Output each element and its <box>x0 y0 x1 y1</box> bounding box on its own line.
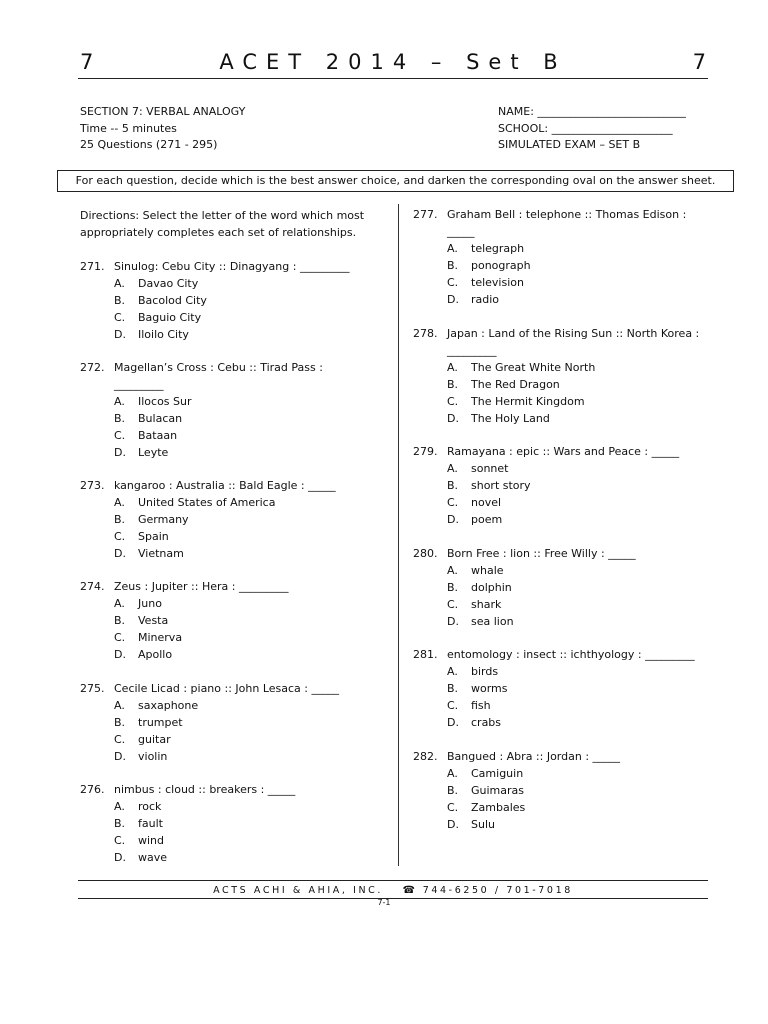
answer-option <box>80 731 339 748</box>
answer-option <box>413 494 679 511</box>
answer-option <box>80 595 288 612</box>
student-info <box>498 104 686 154</box>
question-number: 271. <box>80 260 105 273</box>
answer-option <box>413 765 620 782</box>
company-name: ACTS ACHI & AHIA, INC. <box>213 885 384 896</box>
answer-option <box>413 291 686 308</box>
question-stem <box>413 748 620 765</box>
option-letter: D. <box>114 750 126 763</box>
answer-option <box>80 815 295 832</box>
question-number: 274. <box>80 580 105 593</box>
question-number: 281. <box>413 648 438 661</box>
option-text: violin <box>138 750 168 763</box>
question-276 <box>80 781 295 866</box>
question-text: kangaroo : Australia :: Bald Eagle : _____ <box>114 479 336 492</box>
option-letter: D. <box>114 851 126 864</box>
answer-option <box>413 511 679 528</box>
answer-option <box>80 798 295 815</box>
option-letter: C. <box>447 801 459 814</box>
question-273 <box>80 477 336 562</box>
question-stem <box>413 545 636 562</box>
option-letter: C. <box>447 496 459 509</box>
option-text: television <box>471 276 524 289</box>
question-number: 278. <box>413 327 438 340</box>
question-stem <box>80 359 323 376</box>
option-text: whale <box>471 564 504 577</box>
answer-option <box>80 494 336 511</box>
question-275 <box>80 680 339 765</box>
question-277 <box>413 206 686 308</box>
answer-option <box>413 562 636 579</box>
page-number-right: 7 <box>692 50 706 74</box>
option-text: Ilocos Sur <box>138 395 192 408</box>
option-letter: C. <box>447 395 459 408</box>
question-text: Sinulog: Cebu City :: Dinagyang : _________ <box>114 260 350 273</box>
option-letter: A. <box>447 462 458 475</box>
option-letter: D. <box>447 513 459 526</box>
directions <box>80 207 390 241</box>
option-text: rock <box>138 800 162 813</box>
answer-blank: _____ <box>447 225 475 238</box>
question-text: Japan : Land of the Rising Sun :: North Korea : <box>447 327 700 340</box>
option-text: Sulu <box>471 818 495 831</box>
question-stem <box>80 781 295 798</box>
option-letter: A. <box>447 242 458 255</box>
option-text: Iloilo City <box>138 328 189 341</box>
question-stem <box>80 477 336 494</box>
answer-option <box>413 697 695 714</box>
phone-numbers: 744-6250 / 701-7018 <box>422 885 573 896</box>
answer-option <box>413 596 636 613</box>
option-text: fish <box>471 699 491 712</box>
option-text: Minerva <box>138 631 183 644</box>
question-text: entomology : insect :: ichthyology : _________ <box>447 648 695 661</box>
option-letter: B. <box>114 614 126 627</box>
answer-option <box>80 832 295 849</box>
option-text: dolphin <box>471 581 512 594</box>
option-text: Zambales <box>471 801 526 814</box>
option-text: Davao City <box>138 277 199 290</box>
answer-option <box>413 460 679 477</box>
option-text: Germany <box>138 513 189 526</box>
option-text: ponograph <box>471 259 531 272</box>
question-number: 276. <box>80 783 105 796</box>
option-text: Baguio City <box>138 311 202 324</box>
answer-option <box>413 613 636 630</box>
option-letter: A. <box>447 665 458 678</box>
question-number: 279. <box>413 445 438 458</box>
option-letter: D. <box>114 328 126 341</box>
column-divider <box>398 204 399 866</box>
question-count: 25 Questions (271 - 295) <box>80 138 218 151</box>
question-274 <box>80 578 288 663</box>
option-letter: D. <box>447 615 459 628</box>
option-text: The Hermit Kingdom <box>471 395 585 408</box>
option-text: Camiguin <box>471 767 524 780</box>
option-letter: D. <box>447 293 459 306</box>
answer-option <box>80 545 336 562</box>
answer-option <box>80 528 336 545</box>
question-272 <box>80 359 323 461</box>
answer-option <box>413 240 686 257</box>
option-letter: C. <box>447 598 459 611</box>
option-text: novel <box>471 496 502 509</box>
answer-option <box>413 782 620 799</box>
answer-option <box>80 748 339 765</box>
option-letter: A. <box>114 699 125 712</box>
question-text: Zeus : Jupiter :: Hera : _________ <box>114 580 289 593</box>
answer-option <box>80 697 339 714</box>
answer-option <box>413 799 620 816</box>
option-letter: C. <box>114 429 126 442</box>
question-stem <box>413 646 695 663</box>
time-limit: Time -- 5 minutes <box>80 121 177 135</box>
option-text: telegraph <box>471 242 525 255</box>
page-number: 7-1 <box>377 898 391 907</box>
option-letter: C. <box>114 631 126 644</box>
answer-option <box>413 274 686 291</box>
question-number: 282. <box>413 750 438 763</box>
option-letter: B. <box>447 581 459 594</box>
option-text: poem <box>471 513 503 526</box>
answer-option <box>80 309 349 326</box>
option-text: Spain <box>138 530 169 543</box>
answer-option <box>80 629 288 646</box>
option-text: radio <box>471 293 500 306</box>
option-letter: D. <box>447 818 459 831</box>
option-text: sea lion <box>471 615 514 628</box>
option-letter: A. <box>447 767 458 780</box>
answer-option <box>80 410 323 427</box>
option-letter: B. <box>114 817 126 830</box>
option-text: crabs <box>471 716 502 729</box>
answer-blank: _________ <box>447 344 497 357</box>
name-field: NAME: ___________________________ <box>498 105 686 118</box>
answer-option <box>413 477 679 494</box>
answer-option <box>80 275 349 292</box>
option-letter: A. <box>447 564 458 577</box>
question-text: Magellan’s Cross : Cebu :: Tirad Pass : <box>114 361 323 374</box>
answer-option <box>413 579 636 596</box>
section-info <box>80 104 245 154</box>
directions-line-2: appropriately completes each set of relationships. <box>80 226 357 239</box>
question-number: 273. <box>80 479 105 492</box>
option-letter: D. <box>114 446 126 459</box>
option-text: Leyte <box>138 446 169 459</box>
option-letter: D. <box>447 716 459 729</box>
question-278 <box>413 325 699 427</box>
option-letter: B. <box>447 479 459 492</box>
page-header <box>80 50 706 78</box>
question-stem <box>80 578 288 595</box>
question-stem <box>413 443 679 460</box>
option-letter: A. <box>114 800 125 813</box>
question-text: Born Free : lion :: Free Willy : _____ <box>447 547 636 560</box>
page-footer <box>80 885 706 896</box>
answer-option <box>413 714 695 731</box>
option-text: United States of America <box>138 496 276 509</box>
answer-option <box>413 410 699 427</box>
option-letter: C. <box>114 311 126 324</box>
option-letter: B. <box>447 378 459 391</box>
option-letter: D. <box>114 547 126 560</box>
question-number: 272. <box>80 361 105 374</box>
option-text: The Red Dragon <box>471 378 560 391</box>
question-279 <box>413 443 679 528</box>
answer-option <box>413 376 699 393</box>
option-letter: B. <box>447 259 459 272</box>
option-letter: D. <box>447 412 459 425</box>
option-letter: B. <box>114 294 126 307</box>
answer-option <box>413 359 699 376</box>
option-letter: B. <box>114 513 126 526</box>
option-text: wave <box>138 851 168 864</box>
option-text: fault <box>138 817 163 830</box>
answer-option <box>80 646 288 663</box>
option-text: wind <box>138 834 165 847</box>
footer-rule-top <box>78 880 708 881</box>
option-letter: C. <box>114 834 126 847</box>
answer-option <box>80 444 323 461</box>
question-text: Cecile Licad : piano :: John Lesaca : _____ <box>114 682 339 695</box>
question-text: Bangued : Abra :: Jordan : _____ <box>447 750 621 763</box>
question-stem <box>413 325 699 342</box>
option-text: Bataan <box>138 429 178 442</box>
answer-option <box>80 612 288 629</box>
option-letter: C. <box>447 276 459 289</box>
question-stem <box>80 258 349 275</box>
option-text: The Holy Land <box>471 412 550 425</box>
option-letter: A. <box>114 395 125 408</box>
question-text: Ramayana : epic :: Wars and Peace : _____ <box>447 445 680 458</box>
answer-blank: _________ <box>114 378 164 391</box>
question-number: 280. <box>413 547 438 560</box>
question-number: 275. <box>80 682 105 695</box>
answer-option <box>413 663 695 680</box>
answer-option <box>80 292 349 309</box>
option-text: worms <box>471 682 508 695</box>
section-title: SECTION 7: VERBAL ANALOGY <box>80 105 246 118</box>
question-282 <box>413 748 620 833</box>
answer-option <box>80 714 339 731</box>
question-271 <box>80 258 349 343</box>
answer-option <box>80 427 323 444</box>
option-letter: C. <box>447 699 459 712</box>
option-letter: A. <box>114 597 125 610</box>
option-letter: A. <box>114 277 125 290</box>
answer-option <box>413 680 695 697</box>
option-text: Vesta <box>138 614 169 627</box>
directions-line-1: Directions: Select the letter of the word which most <box>80 209 365 222</box>
option-text: Apollo <box>138 648 173 661</box>
option-text: Guimaras <box>471 784 525 797</box>
question-number: 277. <box>413 208 438 221</box>
header-rule <box>78 78 708 79</box>
question-stem <box>80 680 339 697</box>
option-letter: C. <box>114 530 126 543</box>
option-text: guitar <box>138 733 171 746</box>
question-text: nimbus : cloud :: breakers : _____ <box>114 783 296 796</box>
question-text: Graham Bell : telephone :: Thomas Edison : <box>447 208 687 221</box>
option-text: birds <box>471 665 499 678</box>
question-stem <box>413 206 686 223</box>
answer-option <box>80 511 336 528</box>
answer-option <box>80 326 349 343</box>
answer-option <box>413 816 620 833</box>
question-280 <box>413 545 636 630</box>
option-text: Bulacan <box>138 412 183 425</box>
page-title: ACET 2014 – Set B <box>219 50 567 74</box>
question-281 <box>413 646 695 731</box>
page-number-left: 7 <box>80 50 94 74</box>
answer-option <box>413 257 686 274</box>
option-text: Vietnam <box>138 547 184 560</box>
phone-icon: ☎ <box>402 885 416 896</box>
option-letter: C. <box>114 733 126 746</box>
exam-label: SIMULATED EXAM – SET B <box>498 138 641 151</box>
option-text: sonnet <box>471 462 509 475</box>
option-text: short story <box>471 479 531 492</box>
option-letter: B. <box>447 682 459 695</box>
option-letter: B. <box>114 412 126 425</box>
answer-option <box>80 393 323 410</box>
option-letter: A. <box>114 496 125 509</box>
option-text: Juno <box>138 597 162 610</box>
instruction-box: For each question, decide which is the best answer choice, and darken the corresponding oval on the answer sheet. <box>57 170 734 192</box>
option-text: The Great White North <box>471 361 596 374</box>
answer-option <box>80 849 295 866</box>
option-letter: D. <box>114 648 126 661</box>
answer-option <box>413 393 699 410</box>
school-field: SCHOOL: ______________________ <box>498 121 673 135</box>
option-text: trumpet <box>138 716 183 729</box>
option-text: Bacolod City <box>138 294 207 307</box>
option-text: saxaphone <box>138 699 199 712</box>
option-letter: B. <box>447 784 459 797</box>
option-letter: A. <box>447 361 458 374</box>
option-text: shark <box>471 598 502 611</box>
option-letter: B. <box>114 716 126 729</box>
